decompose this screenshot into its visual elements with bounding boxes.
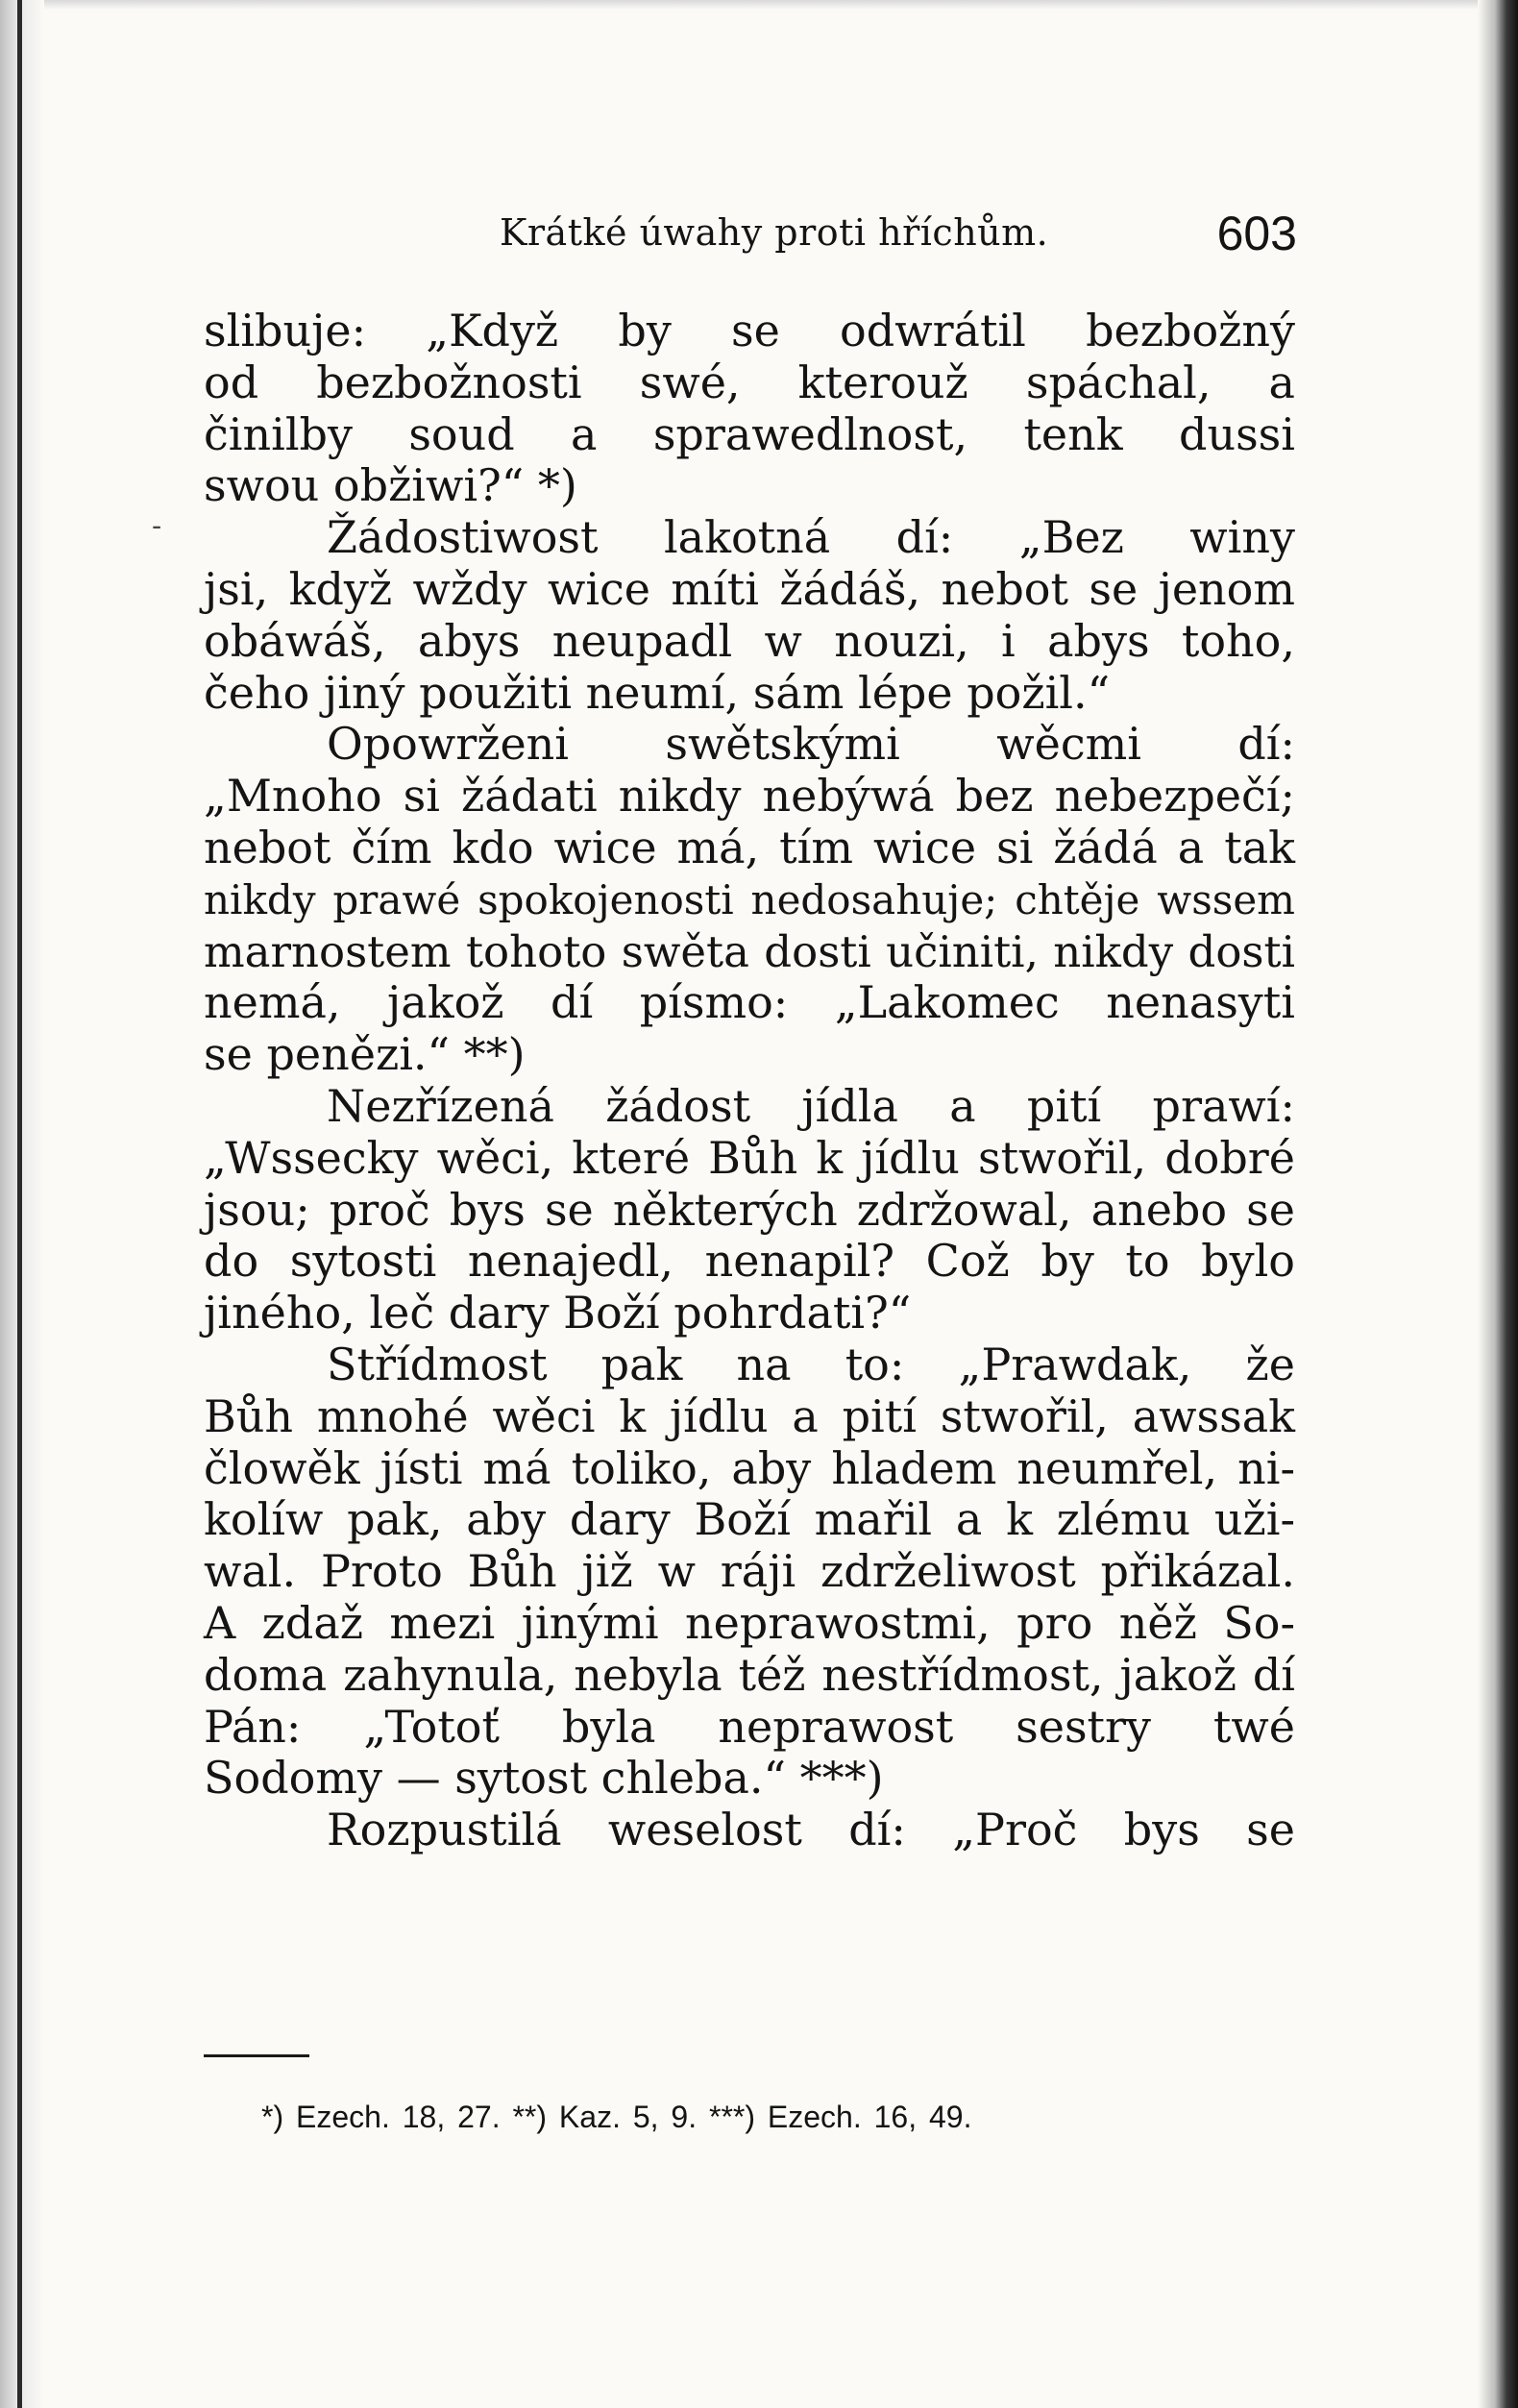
text-line: Sodomy — sytost chleba.“ ***) xyxy=(204,1752,884,1805)
scan-right-edge xyxy=(1478,0,1518,2408)
text-line: „Mnoho si žádati nikdy nebýwá bez nebezpečí; xyxy=(204,770,1295,823)
text-line: se penězi.“ **) xyxy=(204,1028,526,1081)
text-line: jsi, když wždy wice míti žádáš, nebot se jenom xyxy=(204,562,1295,615)
text-line: od bezbožnosti swé, kterouž spáchal, a xyxy=(204,356,1295,408)
text-line: doma zahynula, nebyla též nestřídmost, jakož dí xyxy=(204,1648,1295,1701)
running-head xyxy=(202,206,1297,263)
text-line: jiného, leč dary Boží pohrdati?“ xyxy=(204,1287,912,1339)
paragraph-start-line: Střídmost pak na to: „Prawdak, že xyxy=(327,1338,1295,1390)
text-line: čeho jiný použiti neumí, sám lépe požil.“ xyxy=(204,666,1111,719)
text-line: A zdaž mezi jinými neprawostmi, pro něž So- xyxy=(204,1596,1295,1649)
text-line: nebot čím kdo wice má, tím wice si žádá a tak xyxy=(204,821,1295,873)
text-line: do sytosti nenajedl, nenapil? Což by to bylo xyxy=(204,1235,1295,1288)
text-line: činilby soud a sprawedlnost, tenk dussi xyxy=(204,407,1295,460)
paragraph-start-line: Opowrženi swětskými wěcmi dí: xyxy=(327,718,1295,771)
text-line: „Wssecky wěci, které Bůh k jídlu stwořil, dobré xyxy=(204,1131,1295,1184)
text-line: marnostem tohoto swěta dosti učiniti, nikdy dosti xyxy=(204,925,1295,977)
text-line: swou obžiwi?“ *) xyxy=(204,459,577,512)
text-line: jsou; proč bys se některých zdržowal, anebo se xyxy=(204,1183,1295,1236)
paragraph-start-line: Nezřízená žádost jídla a pití prawí: xyxy=(327,1079,1295,1132)
text-line: Bůh mnohé wěci k jídlu a pití stwořil, awssak xyxy=(204,1389,1295,1442)
footnote-rule xyxy=(204,2054,309,2057)
margin-mark: - xyxy=(152,509,162,543)
text-line: nemá, jakož dí písmo: „Lakomec nenasyti xyxy=(204,976,1295,1029)
text-line: nikdy prawé spokojenosti nedosahuje; chtěje wssem xyxy=(204,875,1295,923)
text-line: Pán: „Totoť byla neprawost sestry twé xyxy=(204,1700,1295,1753)
paragraph-start-line: Rozpustilá weselost dí: „Proč bys se xyxy=(327,1804,1295,1856)
body-text xyxy=(204,306,1295,1856)
text-line: kolíw pak, aby dary Boží mařil a k zlému uži- xyxy=(204,1493,1295,1546)
text-line: obáwáš, abys neupadl w nouzi, i abys toho, xyxy=(204,614,1295,667)
running-title: Krátké úwahy proti hříchům. xyxy=(500,211,1049,254)
page-number: 603 xyxy=(1216,207,1297,260)
paragraph-start-line: Žádostiwost lakotná dí: „Bez winy xyxy=(327,511,1295,564)
text-line: člowěk jísti má toliko, aby hladem neumřel, ni- xyxy=(204,1441,1295,1494)
scan-top-edge xyxy=(0,0,1518,10)
footnotes: *) Ezech. 18, 27. **) Kaz. 5, 9. ***) Ezech. 16, 49. xyxy=(261,2100,972,2134)
text-line: wal. Proto Bůh již w ráji zdrželiwost přikázal. xyxy=(204,1545,1295,1598)
scan-left-edge xyxy=(0,0,44,2408)
text-line: slibuje: „Když by se odwrátil bezbožný xyxy=(204,305,1295,356)
